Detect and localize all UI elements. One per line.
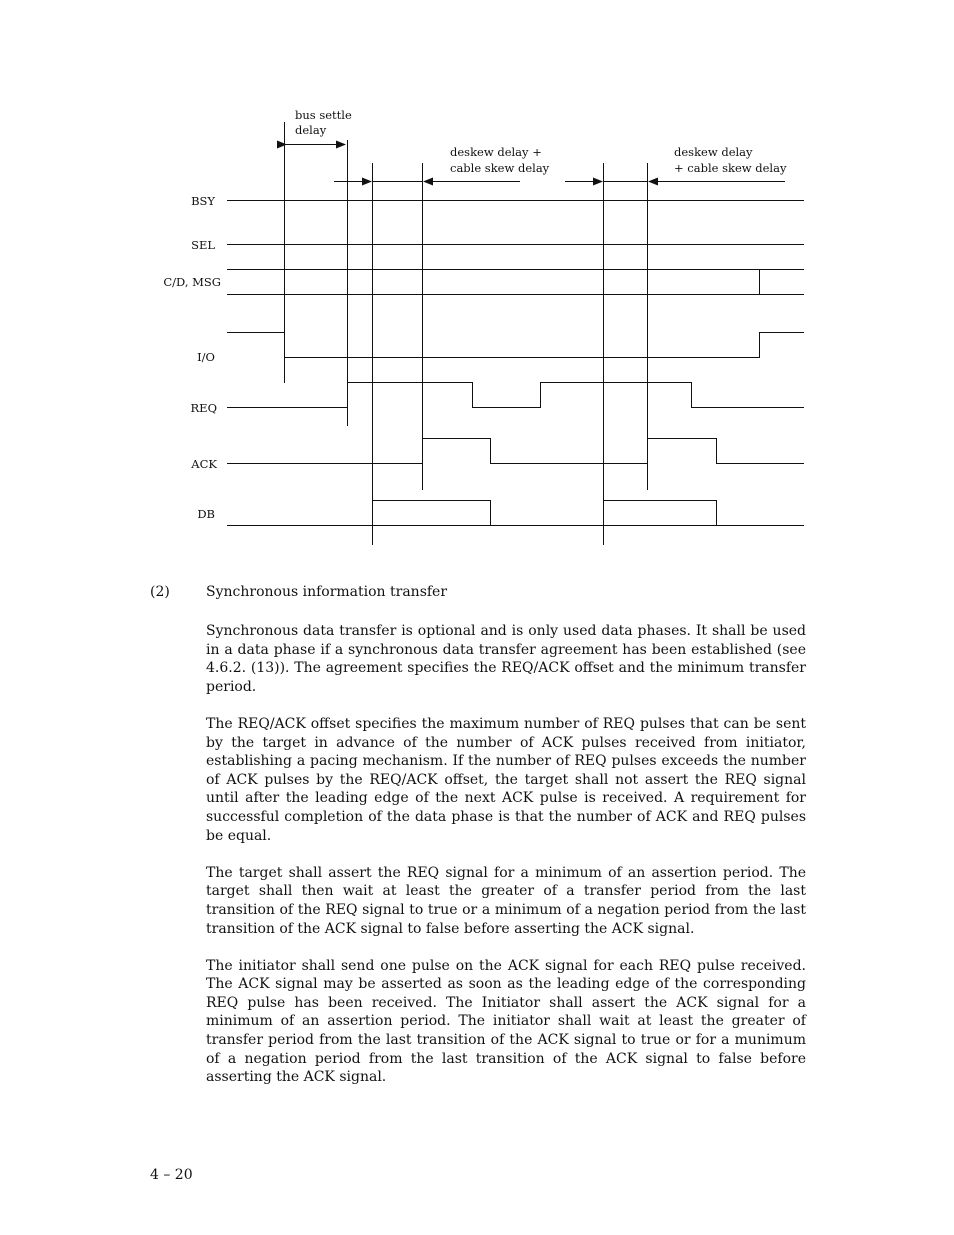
signal-label-ack: ACK bbox=[191, 457, 217, 471]
signal-label-db: DB bbox=[197, 507, 215, 521]
waveform-io bbox=[227, 333, 804, 358]
waveform-cd-msg bbox=[227, 269, 804, 295]
bus-settle-label: delay bbox=[295, 123, 327, 137]
deskew-label-2: + cable skew delay bbox=[674, 161, 787, 175]
paragraph: Synchronous data transfer is optional and is only used data phases. It shall be used in a data phase if a synchronous data transfer agreement has been established (see 4.6.2. (13)). The agreement specifies the REQ/ACK offset and the minimum transfer period. bbox=[206, 623, 806, 695]
section-title: Synchronous information transfer bbox=[206, 584, 448, 600]
body-text bbox=[206, 622, 806, 1105]
deskew-label-1: cable skew delay bbox=[450, 161, 550, 175]
paragraph: The target shall assert the REQ signal for a minimum of an assertion period. The target shall then wait at least the greater of a transfer period from the last transition of the REQ signal to true or a minimum of a negation period from the last transition of the ACK signal to false before asserting the ACK signal. bbox=[206, 864, 806, 937]
signal-label-bsy: BSY bbox=[191, 194, 215, 208]
timing-reference-lines bbox=[285, 122, 648, 545]
waveform-req bbox=[227, 383, 804, 408]
signal-label-req: REQ bbox=[190, 401, 217, 415]
deskew-label-1: deskew delay + bbox=[450, 145, 542, 159]
deskew-label-2: deskew delay bbox=[674, 145, 753, 159]
signal-label-cd-msg: C/D, MSG bbox=[163, 275, 221, 289]
timing-diagram bbox=[0, 0, 954, 560]
waveform-db bbox=[227, 501, 804, 526]
paragraph: The initiator shall send one pulse on the ACK signal for each REQ pulse received. The ACK signal may be asserted as soon as the leading edge of the corresponding REQ pulse has been received. The Initiator shall assert the ACK signal for a minimum of an assertion period. The initiator shall wait at least the greater of transfer period from the last transition of the ACK signal to true or for a munimum of a negation period from the last transition of the ACK signal to false before asserting the ACK signal. bbox=[206, 957, 806, 1086]
bus-settle-label: bus settle bbox=[295, 108, 352, 122]
waveform-ack bbox=[227, 439, 804, 464]
section-number: (2) bbox=[150, 584, 170, 600]
signal-label-sel: SEL bbox=[191, 238, 215, 252]
page-number: 4 – 20 bbox=[150, 1167, 193, 1183]
paragraph: The REQ/ACK offset specifies the maximum number of REQ pulses that can be sent by the target in advance of the number of ACK pulses received from initiator, establishing a pacing mechanism. If the number of REQ pulses exceeds the number of ACK pulses by the REQ/ACK offset, the target shall not assert the REQ signal until after the leading edge of the next ACK pulse is received. A requirement for successful completion of the data phase is that the number of ACK and REQ pulses be equal. bbox=[206, 715, 806, 844]
signal-label-io: I/O bbox=[197, 350, 215, 364]
